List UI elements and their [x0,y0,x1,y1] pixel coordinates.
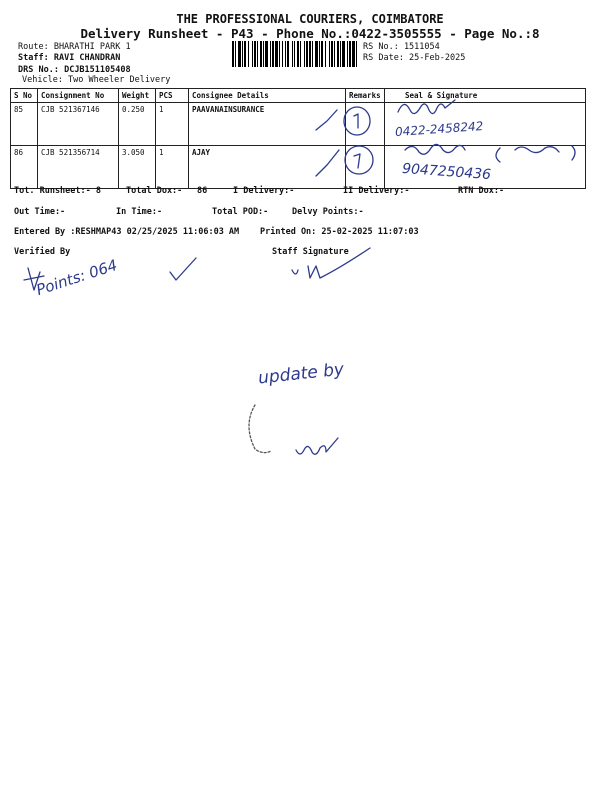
company-title: THE PROFESSIONAL COURIERS, COIMBATORE [176,12,444,26]
route-text: Route: BHARATHI PARK 1 [18,42,131,52]
total-pod: Total POD:- [212,207,269,217]
total-dox-value: 86 [197,186,208,196]
row2-phone: 9047250436 [401,160,492,184]
in-time: In Time:- [116,207,163,217]
out-time: Out Time:- [14,207,66,217]
col-header-consignee: Consignee Details [189,89,346,103]
col-header-seal: Seal & Signature [385,89,586,103]
rs-number: RS No.: 1511054 [363,42,440,52]
staff-name: RAVI CHANDRAN [53,53,121,63]
cell-consignment: CJB 521367146 [38,103,119,146]
update-signature [296,438,338,454]
tick-mark-1 [316,110,337,130]
tick-mark-2 [316,150,339,176]
printed-on: Printed On: 25-02-2025 11:07:03 [260,227,419,237]
cell-sno: 85 [11,103,38,146]
total-dox-label: Total Dox:- [126,186,183,196]
col-header-remarks: Remarks [346,89,385,103]
cell-pcs: 1 [156,103,189,146]
remark-circle-1 [344,107,370,135]
i-delivery: I Delivery:- [233,186,295,196]
staff-signature-label: Staff Signature [272,247,349,257]
staff-label: Staff: [18,53,49,63]
verified-tick [170,258,196,280]
entered-by: Entered By :RESHMAP43 02/25/2025 11:06:03 AM [14,227,240,237]
update-by-note: update by [257,359,345,389]
signature-scribble-2 [405,144,465,154]
ii-delivery: II Delivery:- [343,186,410,196]
cell-consignee: AJAY [189,146,346,189]
verified-by-label: Verified By [14,247,71,257]
row1-phone: 0422-2458242 [394,118,484,140]
col-header-pcs: PCS [156,89,189,103]
col-header-consignment: Consignment No [38,89,119,103]
points-note: Points: 064 [34,256,120,300]
tot-runsheet: Tot. Runsheet:- 8 [14,186,101,196]
update-mark-curve [249,405,271,453]
drs-label: DRS No.: [18,65,59,75]
cell-weight: 0.250 [119,103,156,146]
cell-consignee: PAAVANAINSURANCE [189,103,346,146]
cell-sno: 86 [11,146,38,189]
drs-number: DCJB151105408 [64,65,131,75]
runsheet-subtitle: Delivery Runsheet - P43 - Phone No.:0422-3505555 - Page No.:8 [80,26,540,41]
col-header-sno: S No [11,89,38,103]
rs-date: RS Date: 25-Feb-2025 [363,53,466,63]
delvy-points: Delvy Points:- [292,207,364,217]
vehicle-text: Vehicle: Two Wheeler Delivery [22,75,171,85]
signature-scribble-1 [398,100,455,114]
col-header-weight: Weight [119,89,156,103]
cell-weight: 3.050 [119,146,156,189]
cell-pcs: 1 [156,146,189,189]
rtn-dox: RTN Dox:- [458,186,505,196]
cell-consignment: CJB 521356714 [38,146,119,189]
